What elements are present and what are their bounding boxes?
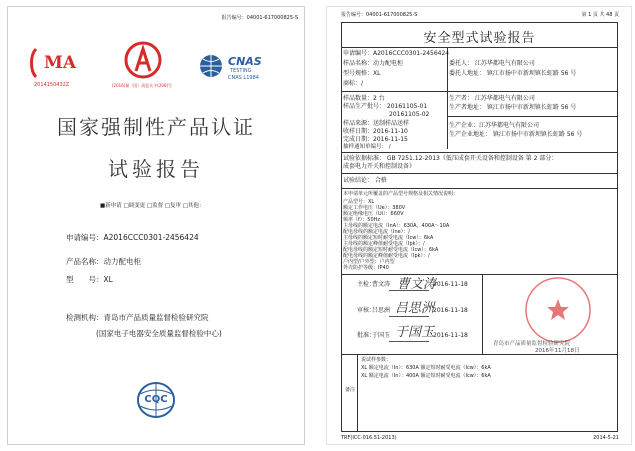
stamp-organization: 青岛市产品质量监督检验研究院 <box>493 341 571 347</box>
test-standard-cont: 成套电力开关和控制设备》 <box>343 163 416 170</box>
receive-date: 收样日期：2016-11-10 <box>343 128 408 135</box>
factory-name: 生产企业：江苏华都电气有限公司 <box>449 122 540 129</box>
lab-name-alt: (国家电子电器安全质量监督检验中心) <box>96 329 222 338</box>
cma-logo <box>30 45 86 89</box>
note-line: XL 额定电流（In）：400A 额定短时耐受电流（Icw）：6kA <box>361 373 491 379</box>
model-value: XL <box>103 275 113 284</box>
sample-name: 样品名称：动力配电柜 <box>343 60 404 67</box>
parameter-line: 主母线的额定电流（InA）：630A，400A～10A <box>343 223 450 229</box>
approver-label: 批准： <box>357 332 376 339</box>
lab-row <box>66 313 209 322</box>
finish-date: 完成日期：2016-11-15 <box>343 136 408 143</box>
application-number-label: 申请编号： <box>66 233 104 242</box>
stamp-date: 2016年11月18日 <box>535 348 580 354</box>
application-number: 申请编号：A2016CCC0301-2456424 <box>343 50 450 57</box>
model-label: 型 号： <box>66 275 104 284</box>
parameter-line: 户内型/户外型：户内型 <box>343 259 395 265</box>
product-name-value: 动力配电柜 <box>103 257 141 266</box>
signature-line <box>389 341 429 342</box>
report-number-right: 报告编号：04001-617000825-S <box>341 12 418 18</box>
model-row <box>66 275 113 284</box>
parameter-list <box>343 199 449 271</box>
factory-address: 生产企业地址： 镇江市扬中市新坝镇长虹路 56 号 <box>449 131 583 138</box>
application-type-checkboxes: ■新申请 □调变更 □监督 □复审 □其他： <box>100 203 205 209</box>
trademark: 商标：/ <box>343 80 364 87</box>
note-line: XL 额定电流（In）：630A 额定短时耐受电流（Icw）：6kA <box>361 365 491 371</box>
sample-model: 型号规格：XL <box>343 70 381 77</box>
test-conclusion: 试验结论： 合格 <box>343 177 387 184</box>
footer-date: 2014-5-21 <box>593 435 619 441</box>
manufacturer-address: 生产者地址： 镇江市扬中市新坝镇长虹路 56 号 <box>449 104 577 111</box>
remark-label: 备注 <box>345 387 356 393</box>
sample-quantity: 样品数量：2 台 <box>343 95 385 102</box>
divider <box>341 91 618 92</box>
cal-mark-icon <box>112 41 174 81</box>
divider <box>341 354 618 355</box>
inspector-signature: 曹文涛 <box>397 277 437 292</box>
parameter-line: 主母线的额定峰值耐受电流（Ipk）：/ <box>343 241 425 247</box>
divider <box>341 152 618 153</box>
globe-icon <box>198 53 224 79</box>
page-number: 第 1 页 共 48 页 <box>581 12 619 18</box>
approver-signature: 于国玉 <box>395 325 435 340</box>
footer-form-code: TRF(ICC-016.51-2013) <box>341 435 397 441</box>
cma-letters: MA <box>44 53 77 73</box>
application-number-value: A2016CCC0301-2456424 <box>103 233 199 242</box>
cal-caption: (2016)量（国）质监认字(208)号 <box>112 83 173 88</box>
production-batch: 样品生产批号： 20161105-01 <box>343 103 428 110</box>
lab-label: 检测机构： <box>66 313 104 322</box>
official-seal-icon <box>523 275 593 345</box>
divider <box>341 188 618 189</box>
application-number-row <box>66 233 199 242</box>
reviewer-signature: 吕思洲 <box>395 301 435 316</box>
column-divider <box>482 274 483 354</box>
signature-line <box>389 316 429 317</box>
cal-logo <box>112 41 174 91</box>
reviewer-name: 吕思洲 <box>372 307 391 314</box>
signature-line <box>389 290 429 291</box>
sampling-notice: 抽样通知单编号： / <box>343 144 391 150</box>
cover-title: 国家强制性产品认证 <box>57 115 255 139</box>
reviewer-date: 2016-11-18 <box>433 307 468 314</box>
approver-name: 于国玉 <box>372 332 391 339</box>
test-standard: 试验依据标准： GB 7251.12-2013《低压成套开关设备和控制设备 第 2 部分： <box>343 155 558 162</box>
parameter-line: 频率（f）：50Hz <box>343 217 381 223</box>
report-page <box>326 6 632 445</box>
cqc-letters: CQC <box>144 394 168 405</box>
inspector-label: 主检： <box>357 281 376 288</box>
production-batch-2: 20161105-02 <box>389 111 430 118</box>
parameter-line: 外壳防护等级：IP40 <box>343 265 389 271</box>
cqc-logo <box>136 381 176 419</box>
parameter-line: 额定绝缘电压（Ui）：660V <box>343 211 404 217</box>
divider <box>341 47 618 48</box>
divider <box>447 116 618 117</box>
inspector-date: 2016-11-18 <box>433 281 468 288</box>
section-heading: 本申请单元所覆盖的产品型号规格及相关情况说明： <box>343 191 459 197</box>
sample-source: 样品来源：送制样品送样 <box>343 120 410 127</box>
parameter-line: 配电母线的额定电流（Ine）：/ <box>343 229 410 235</box>
cover-page <box>7 6 305 445</box>
client-name: 委托人： 江苏华都电气有限公司 <box>449 60 535 67</box>
notes-heading: 说试样参数： <box>361 357 392 363</box>
cnas-code: CNAS L1984 <box>228 75 259 81</box>
manufacturer-name: 生产者： 江苏华都电气有限公司 <box>449 95 535 102</box>
parameter-line: 配电母线的额定峰值耐受电流（Ipk）：/ <box>343 253 430 259</box>
client-address: 委托人地址： 镇江市扬中市新坝镇长虹路 56 号 <box>449 70 577 77</box>
parameter-line: 主母线的额定短时耐受电流（Icw）：6kA <box>343 235 434 241</box>
cover-subtitle: 试验报告 <box>108 157 204 181</box>
parameter-line: 产品型号：XL <box>343 199 375 205</box>
product-name-label: 产品名称： <box>66 257 104 266</box>
lab-name: 青岛市产品质量监督检验研究院 <box>103 313 209 322</box>
product-name-row <box>66 257 141 266</box>
column-divider <box>447 47 448 149</box>
report-title: 安全型式试验报告 <box>423 31 536 46</box>
inspector-name: 曹文涛 <box>372 281 391 288</box>
divider <box>341 173 618 174</box>
reviewer-label: 审核： <box>357 307 376 314</box>
cma-caption: 2014150432Z <box>34 82 70 88</box>
approver-date: 2016-11-18 <box>433 332 468 339</box>
cnas-letters: CNAS <box>228 55 262 68</box>
cnas-logo <box>198 53 274 87</box>
report-number: 报告编号：04001-617000825-S <box>221 15 298 21</box>
column-divider <box>357 354 358 432</box>
cnas-sub: TESTING <box>230 68 252 74</box>
parameter-line: 配电母线的额定短时耐受电流（Icw）：6kA <box>343 247 439 253</box>
parameter-line: 额定工作电压（Ue）：380V <box>343 205 406 211</box>
